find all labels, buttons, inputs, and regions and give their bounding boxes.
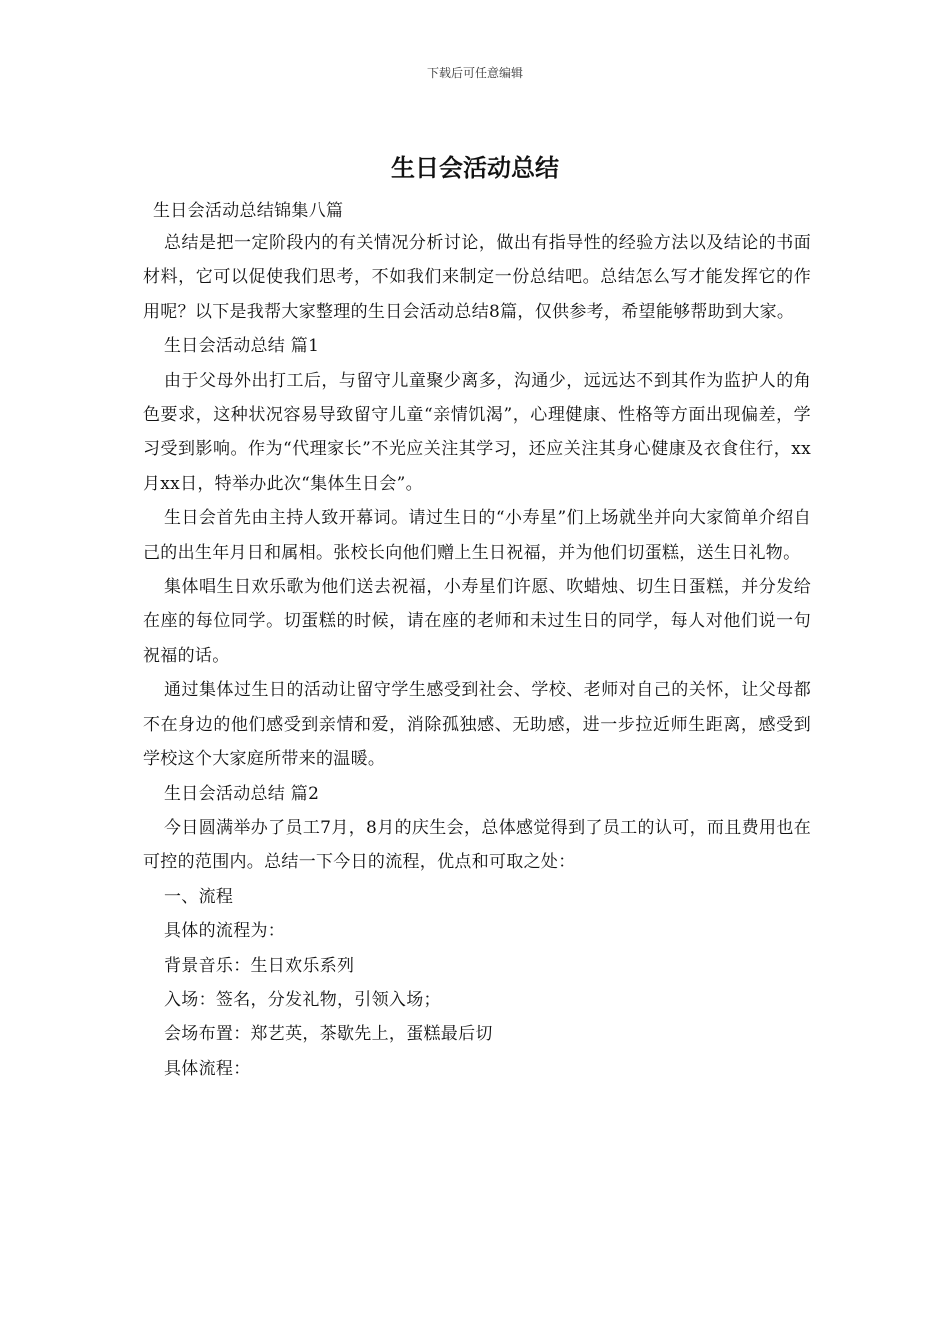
- body-paragraph: 今日圆满举办了员工7月，8月的庆生会，总体感觉得到了员工的认可，而且费用也在可控的范围内。总结一下今日的流程，优点和可取之处：: [143, 817, 811, 873]
- list-heading: 一、流程: [164, 886, 234, 907]
- document-title: 生日会活动总结: [391, 153, 559, 182]
- page-header-note: 下载后可任意编辑: [426, 66, 523, 80]
- body-paragraph: 生日会首先由主持人致开幕词。请过生日的“小寿星”们上场就坐并向大家简单介绍自己的出生年月日和属相。张校长向他们赠上生日祝福，并为他们切蛋糕，送生日礼物。: [143, 508, 811, 563]
- body-line: 具体流程：: [164, 1058, 251, 1079]
- section-heading-2: 生日会活动总结 篇2: [164, 783, 320, 804]
- body-paragraph: 集体唱生日欢乐歌为他们送去祝福，小寿星们许愿、吹蜡烛、切生日蛋糕，并分发给在座的每位同学。切蛋糕的时候，请在座的老师和未过生日的同学，每人对他们说一句祝福的话。: [143, 577, 811, 666]
- body-line: 入场：签名，分发礼物，引领入场；: [164, 989, 441, 1010]
- document-subtitle: 生日会活动总结锦集八篇: [153, 201, 344, 221]
- body-paragraph: 由于父母外出打工后，与留守儿童聚少离多，沟通少，远远达不到其作为监护人的角色要求，这种状况容易导致留守儿童“亲情饥渴”，心理健康、性格等方面出现偏差，学习受到影响。作为“代理家长”不光应关注其学习，还应关注其身心健康及衣食住行，xx月xx日，特举办此次“集体生日会”。: [143, 370, 811, 494]
- intro-paragraph: 总结是把一定阶段内的有关情况分析讨论，做出有指导性的经验方法以及结论的书面材料，它可以促使我们思考，不如我们来制定一份总结吧。总结怎么写才能发挥它的作用呢？以下是我帮大家整理的生日会活动总结8篇，仅供参考，希望能够帮助到大家。: [143, 233, 811, 322]
- body-line: 会场布置：郑艺英，茶歇先上，蛋糕最后切: [164, 1024, 493, 1045]
- body-line: 背景音乐：生日欢乐系列: [164, 955, 355, 976]
- body-line: 具体的流程为：: [164, 921, 286, 942]
- body-paragraph: 通过集体过生日的活动让留守学生感受到社会、学校、老师对自己的关怀，让父母都不在身边的他们感受到亲情和爱，消除孤独感、无助感，进一步拉近师生距离，感受到学校这个大家庭所带来的温暖。: [143, 680, 811, 770]
- section-heading-1: 生日会活动总结 篇1: [164, 336, 320, 357]
- document-body: [143, 196, 811, 1086]
